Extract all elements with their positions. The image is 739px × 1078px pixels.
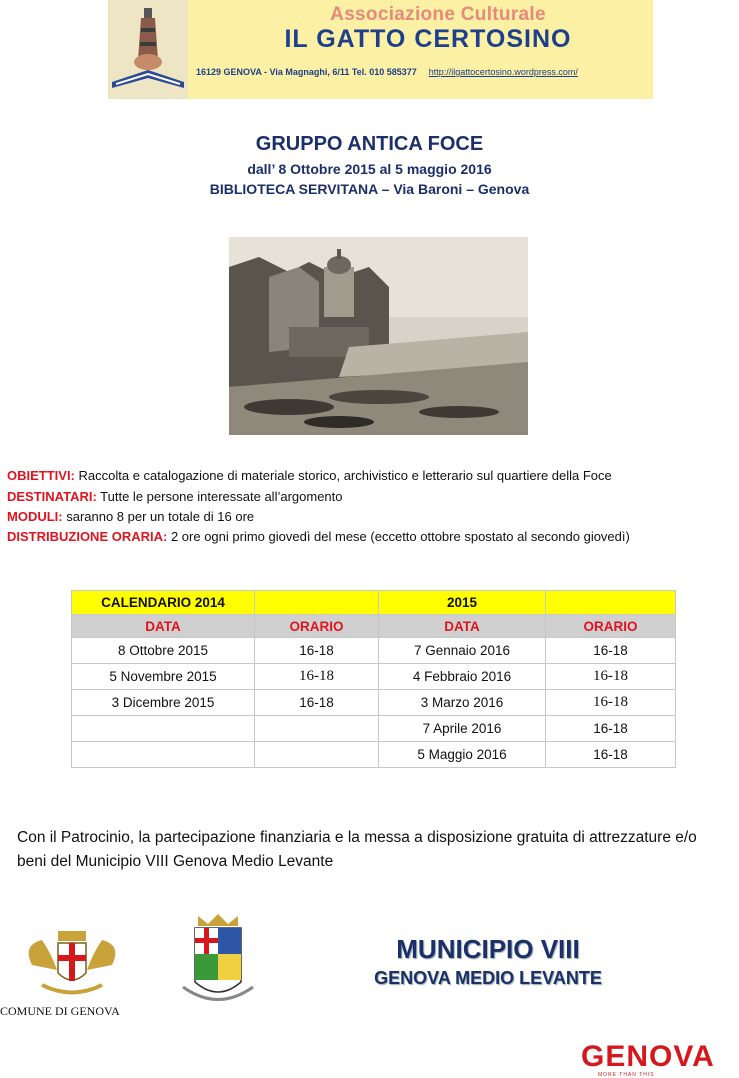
table-header-row xyxy=(72,615,676,638)
table-cell: 5 Maggio 2016 xyxy=(379,742,546,768)
table-row xyxy=(72,638,676,664)
info-moduli xyxy=(7,509,254,524)
info-obiettivi xyxy=(7,468,612,483)
table-cell xyxy=(255,742,379,768)
table-cell: 5 Novembre 2015 xyxy=(72,664,255,690)
info-distribuzione xyxy=(7,529,630,544)
event-dates: dall’ 8 Ottobre 2015 al 5 maggio 2016 xyxy=(247,161,492,177)
info-text: saranno 8 per un totale di 16 ore xyxy=(62,509,255,524)
lighthouse-book-logo-icon xyxy=(108,0,188,99)
patrocinio-text: Con il Patrocinio, la partecipazione finanziaria e la messa a disposizione gratuita di attrezzature e/o beni del Municipio VIII Genova Medio Levante xyxy=(17,829,697,870)
info-label: MODULI: xyxy=(7,509,63,524)
table-cell: 4 Febbraio 2016 xyxy=(379,664,546,690)
comune-genova-crest-icon xyxy=(22,925,122,1003)
municipio-subtitle: GENOVA MEDIO LEVANTE xyxy=(374,968,602,988)
association-subtitle: Associazione Culturale xyxy=(330,4,546,25)
table-cell xyxy=(72,742,255,768)
table-cell: 16-18 xyxy=(546,742,676,768)
table-cell xyxy=(546,591,676,615)
info-label: DISTRIBUZIONE ORARIA: xyxy=(7,529,168,544)
column-header: ORARIO xyxy=(546,615,676,638)
comune-genova-label: COMUNE DI GENOVA xyxy=(0,1004,120,1018)
association-address xyxy=(196,67,578,77)
event-place: BIBLIOTECA SERVITANA – Via Baroni – Genova xyxy=(209,181,530,197)
genova-brand-tagline: MORE THAN THIS xyxy=(598,1072,655,1078)
table-cell: 16-18 xyxy=(255,664,379,690)
page-title: GRUPPO ANTICA FOCE xyxy=(255,133,484,155)
table-cell: 3 Dicembre 2015 xyxy=(72,690,255,716)
table-cell xyxy=(255,716,379,742)
association-banner xyxy=(108,0,653,99)
table-row xyxy=(72,690,676,716)
table-title-row xyxy=(72,591,676,615)
municipio-title: MUNICIPIO VIII xyxy=(396,934,580,964)
column-header: DATA xyxy=(72,615,255,638)
table-cell: 16-18 xyxy=(546,716,676,742)
table-cell: 16-18 xyxy=(546,638,676,664)
column-header: ORARIO xyxy=(255,615,379,638)
table-cell: 16-18 xyxy=(546,664,676,690)
table-row xyxy=(72,742,676,768)
info-label: DESTINATARI: xyxy=(7,489,97,504)
table-cell: 8 Ottobre 2015 xyxy=(72,638,255,664)
table-row xyxy=(72,716,676,742)
genova-brand-logo: GENOVA xyxy=(581,1040,715,1073)
info-text: 2 ore ogni primo giovedì del mese (eccetto ottobre spostato al secondo giovedì) xyxy=(167,529,630,544)
calendar-2015-heading: 2015 xyxy=(379,591,546,615)
info-destinatari xyxy=(7,489,343,504)
calendar-table xyxy=(71,590,676,768)
info-text: Raccolta e catalogazione di materiale storico, archivistico e letterario sul quartiere della Foce xyxy=(74,468,612,483)
table-cell xyxy=(255,591,379,615)
table-cell: 7 Gennaio 2016 xyxy=(379,638,546,664)
table-cell xyxy=(72,716,255,742)
association-name: IL GATTO CERTOSINO xyxy=(284,25,572,53)
table-cell: 7 Aprile 2016 xyxy=(379,716,546,742)
website-link[interactable]: http://ilgattocertosino.wordpress.com/ xyxy=(428,67,578,77)
historic-foce-photo xyxy=(229,237,528,435)
calendar-2014-heading: CALENDARIO 2014 xyxy=(72,591,255,615)
address-text: 16129 GENOVA - Via Magnaghi, 6/11 Tel. 010 585377 xyxy=(196,67,417,77)
info-text: Tutte le persone interessate all’argomento xyxy=(96,489,343,504)
table-cell: 16-18 xyxy=(255,690,379,716)
table-row xyxy=(72,664,676,690)
column-header: DATA xyxy=(379,615,546,638)
municipio-crest-icon xyxy=(173,912,263,1017)
table-cell: 16-18 xyxy=(255,638,379,664)
table-cell: 16-18 xyxy=(546,690,676,716)
info-label: OBIETTIVI: xyxy=(7,468,75,483)
table-cell: 3 Marzo 2016 xyxy=(379,690,546,716)
